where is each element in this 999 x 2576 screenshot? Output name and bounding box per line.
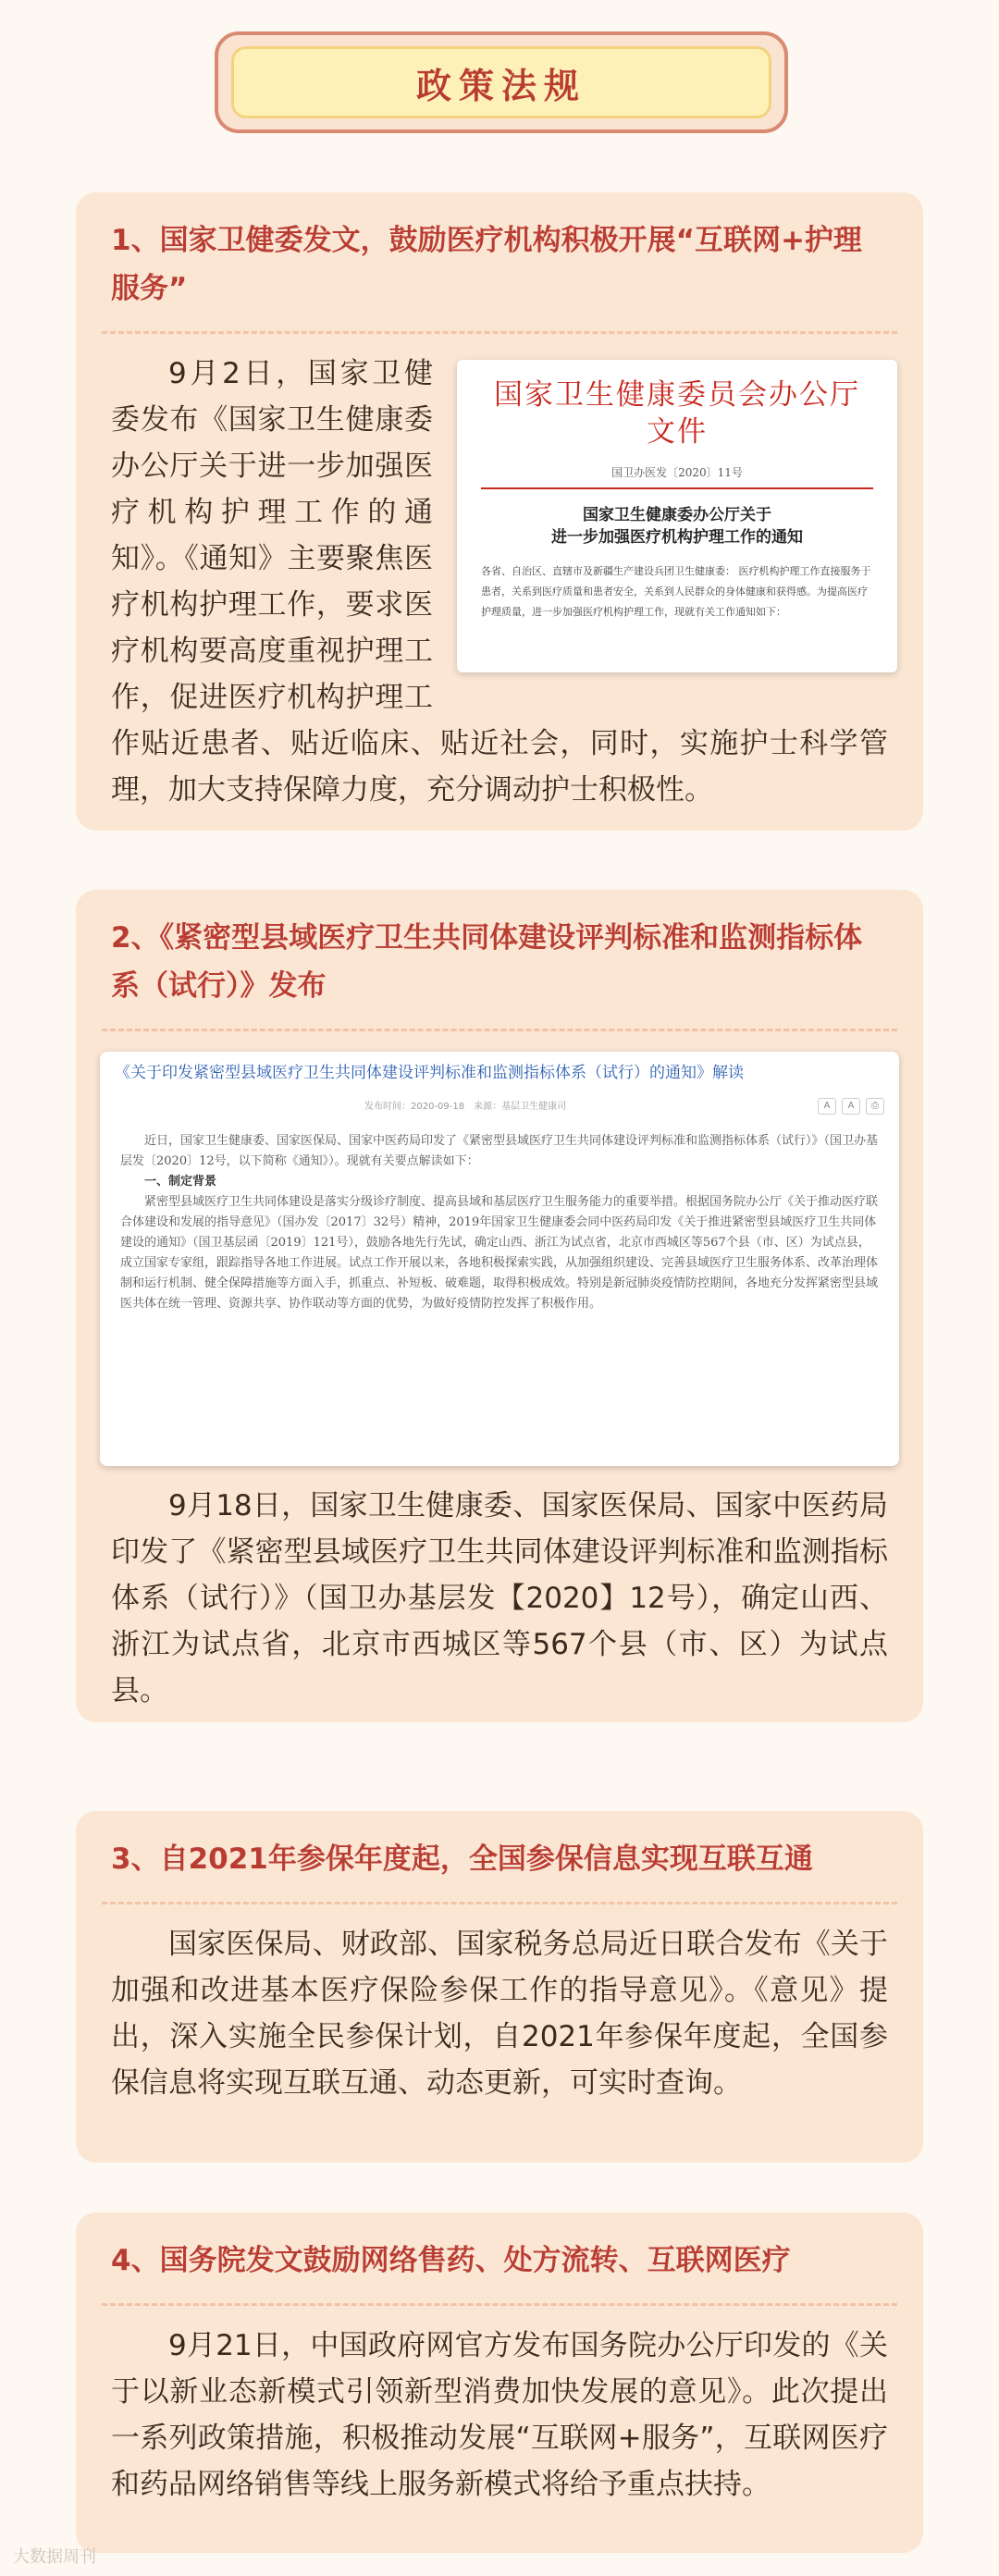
font-smaller-icon: A	[842, 1098, 860, 1115]
screenshot-meta-text: 发布时间：2020-09-18 来源：基层卫生健康司	[364, 1102, 567, 1112]
card-paragraph: 9月2日，国家卫健委发布《国家卫生健康委办公厅关于进一步加强医疗机构护理工作的通知》。《通知》主要聚焦医疗机构护理工作，要求医疗机构要高度重视护理工作，促进医疗机构护理工作贴近患者、贴近临床、贴近社会，同时，实施护士科学管理，加大支持保障力度，充分调动护士积极性。	[111, 357, 888, 807]
card-paragraph: 国家医保局、财政部、国家税务总局近日联合发布《关于加强和改进基本医疗保险参保工作的指导意见》。《意见》提出，深入实施全民参保计划，自2021年参保年度起，全国参保信息将实现互联互通、动态更新，可实时查询。	[111, 1928, 888, 2100]
document-title: 国家卫生健康委员会办公厅文件	[494, 378, 860, 449]
banner-inner	[231, 46, 771, 118]
page-title: 政策法规	[415, 65, 586, 106]
screenshot-tools	[818, 1098, 884, 1115]
news-card-3	[76, 1811, 923, 2163]
font-larger-icon: A	[818, 1098, 836, 1115]
screenshot-meta	[115, 1098, 884, 1116]
webpage-screenshot	[100, 1052, 899, 1466]
document-heading-2: 进一步加强医疗机构护理工作的通知	[551, 528, 803, 547]
card-heading: 4、国务院发文鼓励网络售药、处方流转、互联网医疗	[111, 2244, 791, 2277]
card-body	[76, 1904, 923, 2126]
screenshot-title: 《关于印发紧密型县域医疗卫生共同体建设评判标准和监测指标体系（试行）的通知》解读	[115, 1064, 744, 1082]
card-body	[76, 1466, 923, 1734]
card-heading: 1、国家卫健委发文，鼓励医疗机构积极开展“互联网+护理服务”	[111, 224, 862, 305]
document-number: 国卫办医发〔2020〕11号	[611, 466, 743, 479]
divider	[102, 1029, 897, 1031]
document-text: 各省、自治区、直辖市及新疆生产建设兵团卫生健康委： 医疗机构护理工作直接服务于患者，关系到医疗质量和患者安全，关系到人民群众的身体健康和获得感。为提高医疗护理质量，进一步加强医疗机构护理工作，现就有关工作通知如下：	[481, 565, 871, 618]
news-card-4	[76, 2212, 923, 2553]
screenshot-paragraph: 紧密型县域医疗卫生共同体建设是落实分级诊疗制度、提高县域和基层医疗卫生服务能力的重要举措。根据国务院办公厅《关于推动医疗联合体建设和发展的指导意见》（国办发〔2017〕32号）精神，2019年国家卫生健康委会同中医药局印发《关于推进紧密型县域医疗卫生共同体建设的通知》（国卫基层函〔2019〕121号），鼓励各地先行先试，确定山西、浙江为试点省，北京市西城区等567个县（市、区）为试点县，成立国家专家组，跟踪指导各地工作进展。试点工作开展以来，各地积极探索实践，从加强组织建设、完善县域医疗卫生服务体系、改革治理体制和运行机制、健全保障措施等方面入手，抓重点、补短板、破难题，取得积极成效。特别是新冠肺炎疫情防控期间，各地充分发挥紧密型县域医共体在统一管理、资源共享、协作联动等方面的优势，为做好疫情防控发挥了积极作用。	[120, 1195, 879, 1311]
card-paragraph: 9月18日，国家卫生健康委、国家医保局、国家中医药局印发了《紧密型县域医疗卫生共同体建设评判标准和监测指标体系（试行）》（国卫办基层发【2020】12号），确定山西、浙江为试点省，北京市西城区等567个县（市、区）为试点县。	[111, 1489, 888, 1707]
screenshot-intro: 近日，国家卫生健康委、国家医保局、国家中医药局印发了《紧密型县域医疗卫生共同体建设评判标准和监测指标体系（试行）》（国卫办基层发〔2020〕12号，以下简称《通知》）。现就有关要点解读如下：	[120, 1134, 879, 1168]
card-heading: 2、《紧密型县域医疗卫生共同体建设评判标准和监测指标体系（试行）》发布	[111, 921, 863, 1003]
card-body	[76, 2306, 923, 2528]
card-heading: 3、自2021年参保年度起，全国参保信息实现互联互通	[111, 1843, 813, 1876]
document-rule	[481, 487, 873, 489]
card-paragraph: 9月21日，中国政府网官方发布国务院办公厅印发的《关于以新业态新模式引领新型消费加快发展的意见》。此次提出一系列政策措施，积极推动发展“互联网+服务”，互联网医疗和药品网络销售等线上服务新模式将给予重点扶持。	[111, 2329, 888, 2501]
card-body	[76, 334, 923, 833]
screenshot-section: 一、制定背景	[144, 1175, 217, 1189]
print-icon: ⎙	[866, 1098, 884, 1115]
document-heading-1: 国家卫生健康委办公厅关于	[583, 506, 771, 524]
news-card-1	[76, 192, 923, 831]
screenshot-body	[115, 1131, 884, 1314]
news-card-2	[76, 890, 923, 1722]
document-image	[457, 360, 897, 672]
section-title-banner	[215, 31, 788, 133]
watermark: 大数据周刊	[13, 2547, 96, 2567]
